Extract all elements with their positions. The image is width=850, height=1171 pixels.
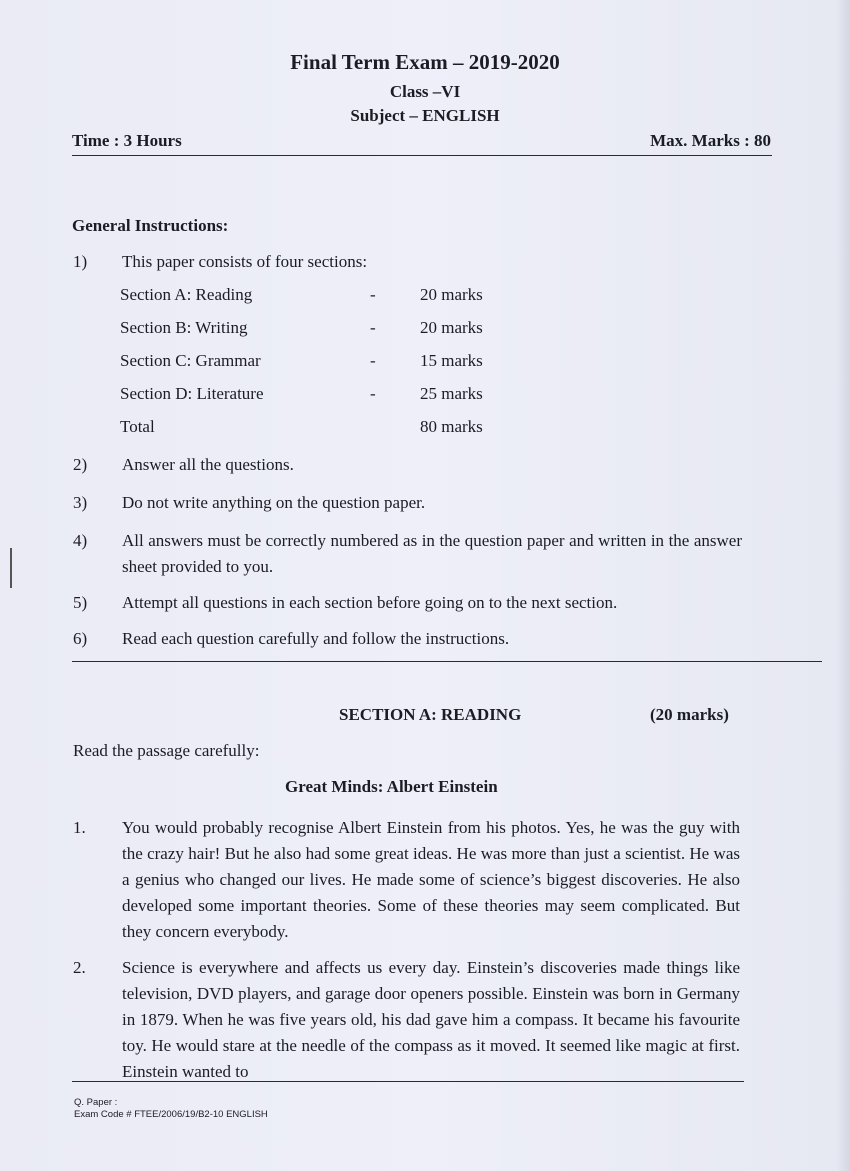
instruction-number: 1) [73,252,88,271]
section-name: Total [120,417,155,436]
exam-title-wrap [0,50,850,75]
section-dash: - [370,351,376,370]
instruction-text: This paper consists of four sections: [122,252,368,271]
section-name: Section D: Literature [120,384,264,403]
footer-paper-label: Q. Paper : [74,1097,118,1108]
instructions-heading: General Instructions: [72,216,229,235]
instruction-number: 4) [73,531,88,550]
section-marks: 25 marks [420,384,483,403]
instructions-divider [72,661,822,662]
header-divider [72,155,772,156]
scan-pen-mark [10,548,12,588]
class-label: Class –VI [389,82,461,101]
passage-paragraph: You would probably recognise Albert Einstein from his photos. Yes, he was the guy with the crazy hair! But he also had some great ideas. He was more than just a scientist. He was a genius who changed our lives. He made some of science’s biggest discoveries. He also developed some important theories. Some of these theories may seem complicated. But they concern everybody. [122,818,740,941]
section-marks: 15 marks [420,351,483,370]
instruction-number: 6) [73,629,88,648]
instruction-text: Read each question carefully and follow the instructions. [122,629,510,648]
section-a-marks: (20 marks) [650,705,729,724]
instruction-text: Do not write anything on the question paper. [122,493,426,512]
subject-label: Subject – ENGLISH [350,106,500,125]
instruction-number: 5) [73,593,88,612]
section-marks: 20 marks [420,285,483,304]
section-name: Section B: Writing [120,318,248,337]
max-marks-label: Max. Marks : 80 [650,131,771,150]
instruction-text: All answers must be correctly numbered as in the question paper and written in the answer sheet provided to you. [122,531,742,576]
section-name: Section C: Grammar [120,351,261,370]
instruction-number: 2) [73,455,88,474]
section-name: Section A: Reading [120,285,253,304]
section-dash: - [370,285,376,304]
page-edge-shadow [836,0,850,1171]
reading-prompt: Read the passage carefully: [73,741,260,760]
instruction-text: Attempt all questions in each section before going on to the next section. [122,593,618,612]
section-a-title: SECTION A: READING [339,705,522,724]
passage-title: Great Minds: Albert Einstein [285,777,498,796]
exam-title: Final Term Exam – 2019-2020 [290,50,560,74]
footer-exam-code: Exam Code # FTEE/2006/19/B2-10 ENGLISH [74,1109,268,1120]
section-dash: - [370,384,376,403]
instruction-text: Answer all the questions. [122,455,294,474]
section-marks: 20 marks [420,318,483,337]
section-dash: - [370,318,376,337]
section-marks: 80 marks [420,417,483,436]
paragraph-number: 1. [73,818,86,837]
passage-paragraph: Science is everywhere and affects us every day. Einstein’s discoveries made things like television, DVD players, and garage door openers possible. Einstein was born in Germany in 1879. When he was five years old, his dad gave him a compass. It became his favourite toy. He would stare at the needle of the compass as it moved. It seemed like magic at first. Einstein wanted to [122,958,740,1081]
paragraph-number: 2. [73,958,86,977]
instruction-number: 3) [73,493,88,512]
footer-divider [72,1081,744,1082]
time-label: Time : 3 Hours [72,131,182,150]
